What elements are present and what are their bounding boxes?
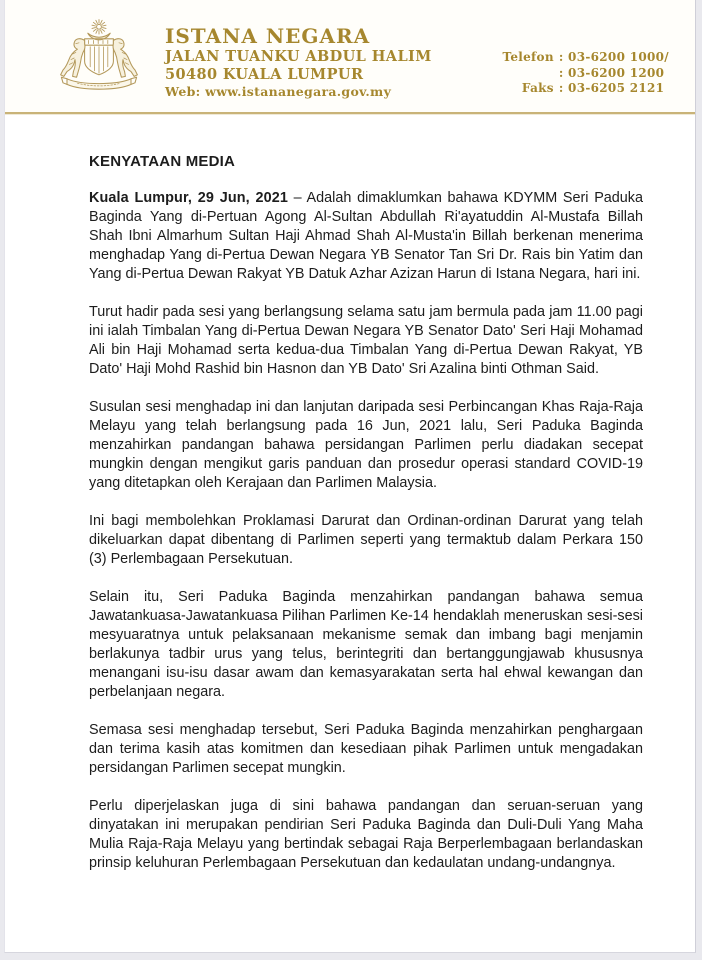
dateline: Kuala Lumpur, 29 Jun, 2021 bbox=[89, 190, 288, 206]
letterhead-text bbox=[165, 16, 432, 100]
paragraph-7: Perlu diperjelaskan juga di sini bahawa pandangan dan seruan-seruan yang dinyatakan ini merupakan pendirian Seri Paduka Baginda dan Duli-Duli Yang Maha Mulia Raja-Raja Melayu yang bertindak sebagai Raja Berperlembagaan berlandaskan prinsip keluhuran Perlembagaan Persekutuan dan kedaulatan undang-undangnya. bbox=[89, 798, 643, 871]
paragraph-5: Selain itu, Seri Paduka Baginda menzahirkan pandangan bahawa semua Jawatankuasa-Jawatankuasa Pilihan Parlimen Ke-14 hendaklah meneruskan sesi-sesi mesyuaratnya untuk pelaksanaan mekanisme semak dan imbang bagi menjamin berlakunya tadbir urus yang telus, berintegriti dan bertanggungjawab khususnya menangani isu-isu dasar awam dan kemasyarakatan serta hal ehwal kewangan dan perbelanjaan negara. bbox=[89, 589, 643, 700]
paragraph-6: Semasa sesi menghadap tersebut, Seri Paduka Baginda menzahirkan penghargaan dan terima kasih atas komitmen dan kesediaan pihak Parlimen untuk mengadakan persidangan Parlimen secepat mungkin. bbox=[89, 722, 643, 776]
telefon-label: Telefon bbox=[502, 50, 554, 64]
press-release-page bbox=[4, 0, 696, 953]
paragraph-dateline bbox=[89, 189, 643, 284]
address-line-2: 50480 KUALA LUMPUR bbox=[165, 65, 364, 83]
telefon-label-2 bbox=[502, 66, 553, 82]
address-line-1: JALAN TUANKU ABDUL HALIM bbox=[165, 48, 432, 65]
contact-block bbox=[502, 50, 669, 97]
faks-value: : 03-6205 2121 bbox=[558, 81, 665, 95]
letterhead bbox=[5, 0, 695, 112]
paragraph-4: Ini bagi membolehkan Proklamasi Darurat dan Ordinan-ordinan Darurat yang telah dikeluarkan dapat dibentang di Parlimen seperti yang termaktub dalam Perkara 150 (3) Perlembagaan Persekutuan. bbox=[89, 513, 643, 567]
paragraph-2: Turut hadir pada sesi yang berlangsung selama satu jam bermula pada jam 11.00 pagi ini ialah Timbalan Yang di-Pertua Dewan Negara YB Senator Dato' Seri Haji Mohamad Ali bin Haji Mohamad serta kedua-dua Timbalan Yang di-Pertua Dewan Rakyat, YB Dato' Haji Mohd Rashid bin Hasnon dan YB Dato' Sri Azalina binti Othman Said. bbox=[89, 304, 643, 377]
paragraph-3: Susulan sesi menghadap ini dan lanjutan daripada sesi Perbincangan Khas Raja-Raja Melayu yang telah berlangsung pada 16 Jun, 2021 lalu, Seri Paduka Baginda menzahirkan pandangan bahawa persidangan Parlimen perlu diadakan secepat mungkin dengan mengikut garis panduan dan prosedur operasi standard COVID-19 yang ditetapkan oleh Kerajaan dan Parlimen Malaysia. bbox=[89, 399, 643, 491]
org-name: ISTANA NEGARA bbox=[165, 24, 371, 48]
document-title: KENYATAAN MEDIA bbox=[89, 153, 236, 170]
document-body bbox=[5, 115, 695, 873]
telefon-value-2: : 03-6200 1200 bbox=[558, 65, 665, 80]
paragraph-1-text: – Adalah dimaklumkan bahawa KDYMM Seri Paduka Baginda Yang di-Pertuan Agong Al-Sultan Abdullah Ri'ayatuddin Al-Mustafa Billah Shah Ibni Almarhum Sultan Haji Ahmad Shah Al-Musta'in Billah berkenan menerima menghadap Yang di-Pertua Dewan Negara YB Senator Tan Sri Dr. Rais bin Yatim dan Yang di-Pertua Dewan Rakyat YB Datuk Azhar Azizan Harun di Istana Negara, hari ini. bbox=[89, 190, 644, 282]
telefon-value-1: : 03-6200 1000/ bbox=[558, 50, 669, 64]
website-line: Web: www.istananegara.gov.my bbox=[165, 84, 392, 99]
malaysia-coat-of-arms-icon bbox=[51, 16, 147, 100]
faks-label: Faks bbox=[521, 81, 554, 95]
